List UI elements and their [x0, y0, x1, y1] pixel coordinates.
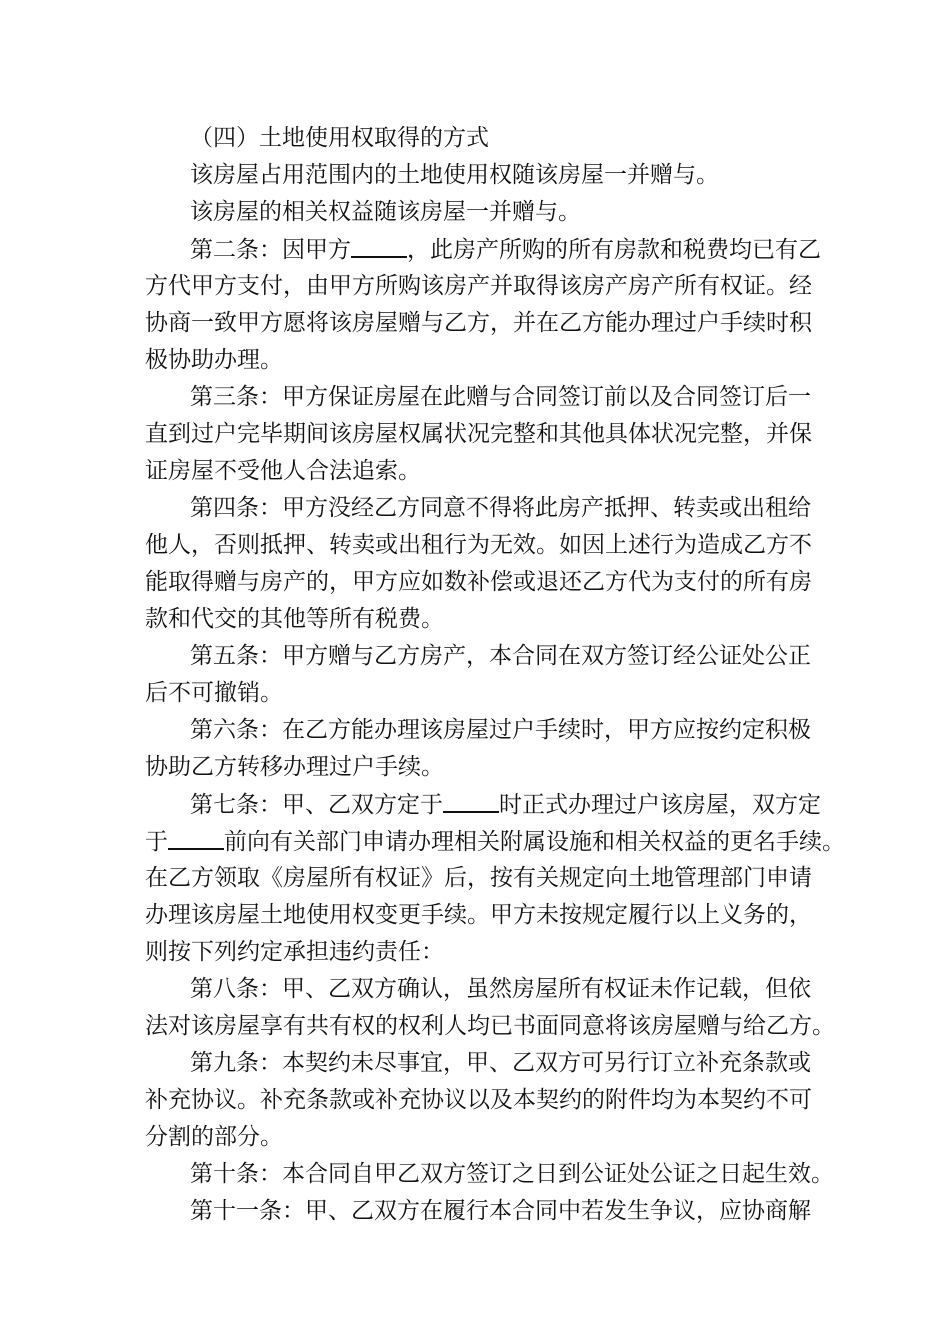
paragraph-line: 该房屋占用范围内的土地使用权随该房屋一并赠与。: [190, 162, 719, 188]
article-6-line: 第六条：在乙方能办理该房屋过户手续时，甲方应按约定积极: [190, 717, 811, 743]
paragraph-line: 补充协议。补充条款或补充协议以及本契约的附件均为本契约不可: [145, 1087, 812, 1113]
paragraph-line: [145, 826, 845, 857]
article-9-line: 第九条：本契约未尽事宜，甲、乙双方可另行订立补充条款或: [190, 1050, 811, 1076]
paragraph-line: 则按下列约定承担违约责任：: [145, 939, 444, 965]
article-2-line: [190, 234, 821, 265]
article-10-line: 第十条：本合同自甲乙双方签订之日到公证处公证之日起生效。: [190, 1161, 834, 1187]
article-4-line: 第四条：甲方没经乙方同意不得将此房产抵押、转卖或出租给: [190, 495, 811, 521]
paragraph-line: 款和代交的其他等所有税费。: [145, 606, 444, 632]
paragraph-line: 法对该房屋享有共有权的权利人均已书面同意将该房屋赠与给乙方。: [145, 1013, 835, 1039]
paragraph-line: 办理该房屋土地使用权变更手续。甲方未按规定履行以上义务的，: [145, 902, 812, 928]
paragraph-line: 方代甲方支付，由甲方所购该房产并取得该房产房产所有权证。经: [145, 273, 812, 299]
text-segment: ，此房产所购的所有房款和税费均已有乙: [407, 237, 821, 263]
paragraph-line: 协商一致甲方愿将该房屋赠与乙方，并在乙方能办理过户手续时积: [145, 310, 812, 336]
fill-in-blank: [443, 790, 499, 813]
section-heading-land-use: （四）土地使用权取得的方式: [190, 125, 489, 151]
paragraph-line: 后不可撤销。: [145, 680, 283, 706]
article-11-line: 第十一条：甲、乙双方在履行本合同中若发生争议，应协商解: [190, 1198, 811, 1224]
article-5-line: 第五条：甲方赠与乙方房产，本合同在双方签订经公证处公正: [190, 643, 811, 669]
fill-in-blank: [351, 235, 407, 258]
paragraph-line: 直到过户完毕期间该房屋权属状况完整和其他具体状况完整，并保: [145, 421, 812, 447]
paragraph-line: 该房屋的相关权益随该房屋一并赠与。: [190, 199, 581, 225]
article-3-line: 第三条：甲方保证房屋在此赠与合同签订前以及合同签订后一: [190, 384, 811, 410]
text-segment: 时正式办理过户该房屋，双方定: [499, 792, 821, 818]
text-segment: 第七条：甲、乙双方定于: [190, 792, 443, 818]
text-segment: 前向有关部门申请办理相关附属设施和相关权益的更名手续。: [224, 829, 845, 855]
paragraph-line: 证房屋不受他人合法追索。: [145, 458, 421, 484]
article-8-line: 第八条：甲、乙双方确认，虽然房屋所有权证未作记载，但依: [190, 976, 811, 1002]
fill-in-blank: [168, 827, 224, 850]
paragraph-line: 他人，否则抵押、转卖或出租行为无效。如因上述行为造成乙方不: [145, 532, 812, 558]
paragraph-line: 能取得赠与房产的，甲方应如数补偿或退还乙方代为支付的所有房: [145, 569, 812, 595]
text-segment: 第二条：因甲方: [190, 237, 351, 263]
paragraph-line: 在乙方领取《房屋所有权证》后，按有关规定向土地管理部门申请: [145, 865, 812, 891]
article-7-line: [190, 789, 821, 820]
paragraph-line: 协助乙方转移办理过户手续。: [145, 754, 444, 780]
paragraph-line: 极协助办理。: [145, 347, 283, 373]
text-segment: 于: [145, 829, 168, 855]
paragraph-line: 分割的部分。: [145, 1124, 283, 1150]
